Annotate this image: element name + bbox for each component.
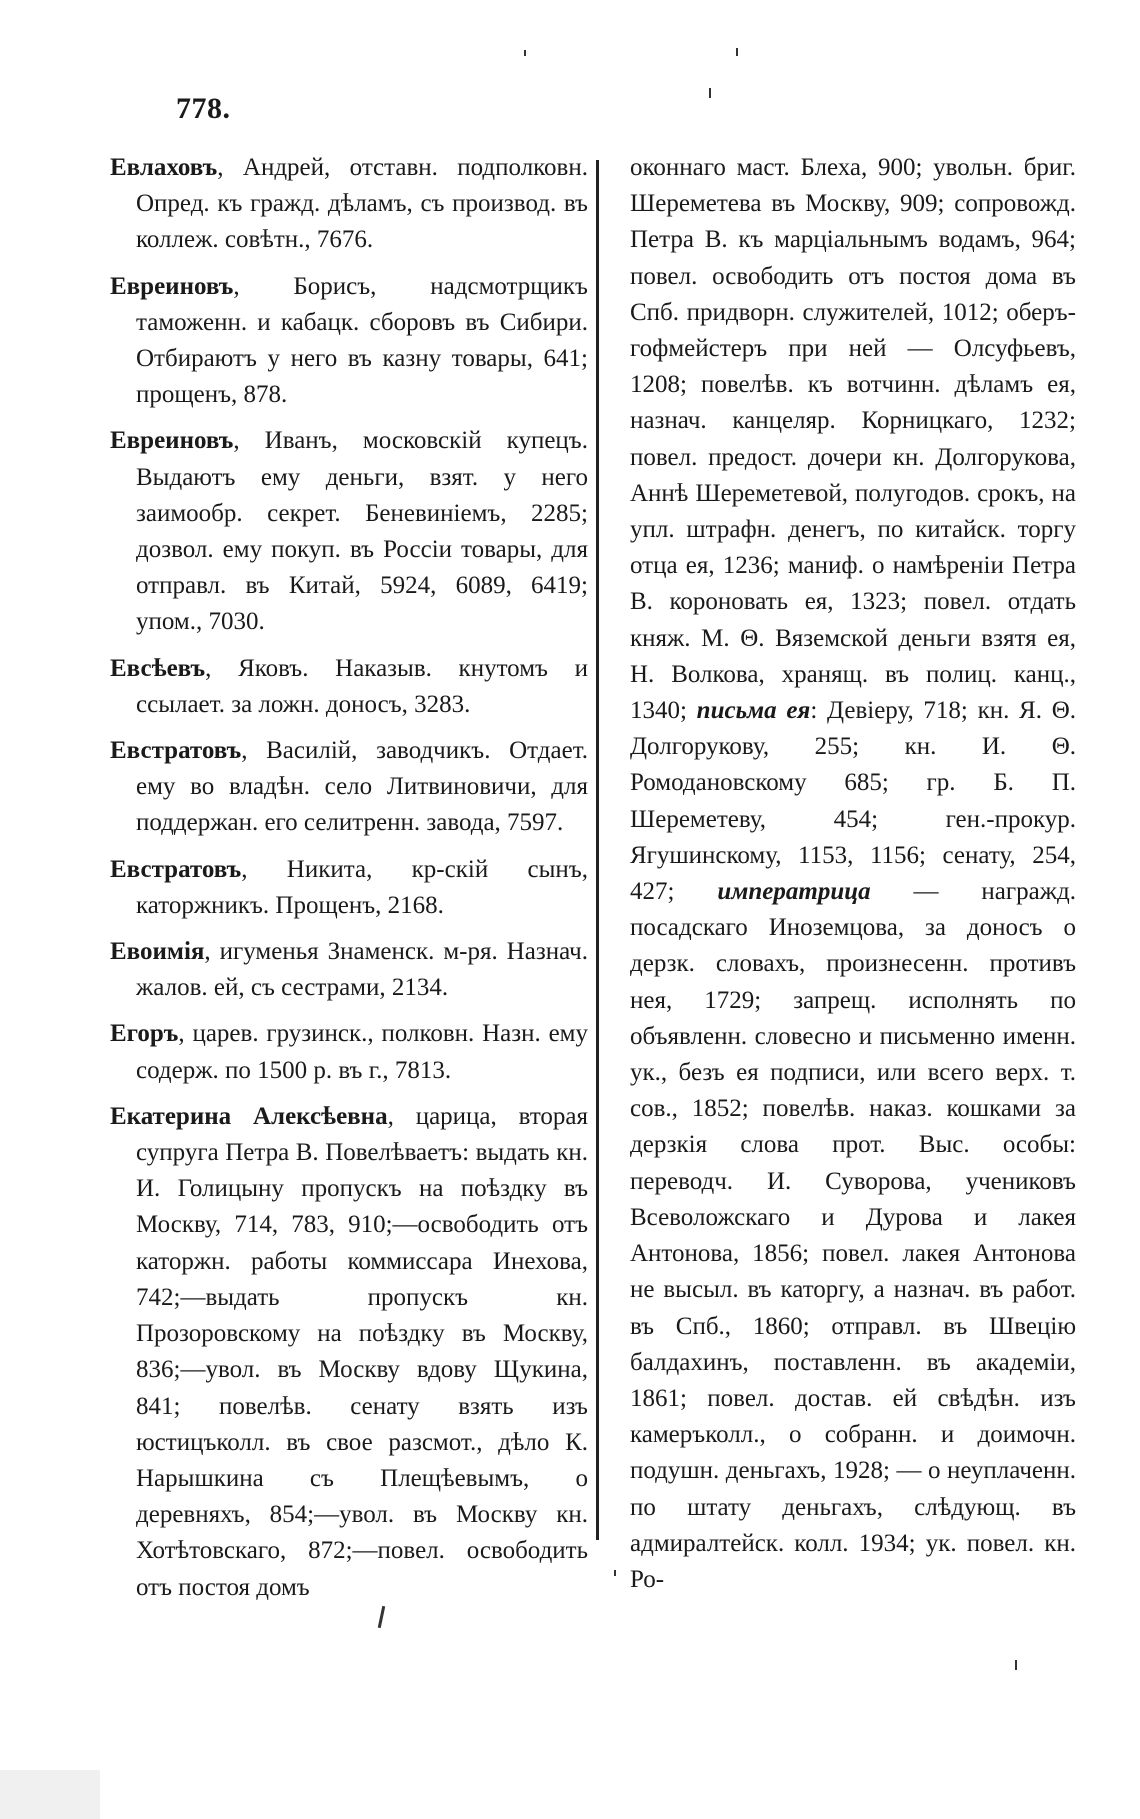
letters-label: письма ея bbox=[696, 697, 811, 725]
scan-edge bbox=[0, 1770, 100, 1819]
entry-text: : Девіеру, 718; кн. Я. Θ. Долгорукову, 255; кн. И. Θ. Ромодановскому 685; гр. Б. П. Шереметеву, 454; ген.-прокур. Ягушинскому, 1153, 1156; сенату, 254, 427; bbox=[630, 697, 1077, 906]
entry-text: , игуменья Знаменск. м-ря. Назнач. жалов. ей, съ сестрами, 2134. bbox=[136, 938, 588, 1002]
left-column bbox=[110, 150, 588, 1616]
right-column bbox=[630, 150, 1076, 1608]
index-entry bbox=[110, 934, 588, 1006]
entry-headword: Евстратовъ bbox=[110, 855, 242, 883]
entry-text: — награжд. посадскаго Иноземцова, за доносъ о дерзк. словахъ, произнесенн. противъ нея, 1729; запрещ. исполнять по объявленн. словесно и письменно именн. ук., безъ ея подписи, или всего верх. т. сов., 1852; повелѣв. наказ. кошками за дерзкія слова прот. Выс. особы: переводч. И. Суворова, учениковъ Всеволожскаго и Дурова и лакея Антонова, 1856; повел. лакея Антонова не высыл. въ каторгу, а назнач. въ работ. въ Спб., 1860; отправл. въ Швецію балдахинъ, поставленн. въ академіи, 1861; повел. достав. ей свѣдѣн. изъ камеръколл., о собранн. и доимочн. подушн. деньгахъ, 1928; — о неуплаченн. по штату деньгахъ, слѣдующ. въ адмиралтейск. колл. 1934; ук. повел. кн. Ро- bbox=[630, 878, 1076, 1593]
entry-headword: Евсѣевъ bbox=[110, 654, 206, 682]
index-entry bbox=[110, 1016, 588, 1088]
index-entry bbox=[110, 733, 588, 842]
entry-text: , Василій, заводчикъ. Отдает. ему во владѣн. село Литвиновичи, для поддержан. его селитренн. завода, 7597. bbox=[136, 737, 588, 837]
entry-headword: Екатерина Алексѣевна bbox=[110, 1102, 388, 1130]
index-entry bbox=[110, 150, 588, 259]
index-entry bbox=[110, 423, 588, 640]
scan-speck bbox=[736, 48, 738, 56]
continued-entry bbox=[630, 150, 1076, 1598]
scan-speck bbox=[524, 50, 526, 56]
entry-headword: Евоимія bbox=[110, 938, 205, 966]
entry-text: , Яковъ. Наказыв. кнутомъ и ссылает. за ложн. доносъ, 3283. bbox=[136, 654, 588, 718]
column-divider bbox=[596, 160, 599, 1540]
entry-text: , Никита, кр-скій сынъ, каторжникъ. Прощенъ, 2168. bbox=[136, 855, 588, 919]
entry-headword: Евлаховъ bbox=[110, 154, 218, 181]
scan-speck bbox=[1015, 1660, 1017, 1670]
entry-text: , царев. грузинск., полковн. Назн. ему содерж. по 1500 р. въ г., 7813. bbox=[136, 1020, 588, 1084]
entry-text: , Андрей, отставн. подполковн. Опред. къ гражд. дѣламъ, съ производ. въ коллеж. совѣтн., 7676. bbox=[136, 154, 588, 254]
entry-text: , Борисъ, надсмотрщикъ таможенн. и кабацк. сборовъ въ Сибири. Отбираютъ у него въ казну товары, 641; прощенъ, 878. bbox=[136, 272, 588, 409]
scan-speck bbox=[614, 1570, 616, 1576]
entry-text: , царица, вторая супруга Петра В. Повелѣваетъ: выдать кн. И. Голицыну пропускъ на поѣздку въ Москву, 714, 783, 910;—освободить отъ каторжн. работы коммиссара Инехова, 742;—выдать пропускъ кн. Прозоровскому на поѣздку въ Москву, 836;—увол. въ Москву вдову Щукина, 841; повелѣв. сенату взять изъ юстицъколл. въ свое разсмот., дѣло К. Нарышкина съ Плещѣевымъ, о деревняхъ, 854;—увол. въ Москву кн. Хотѣтовскаго, 872;—повел. освободить отъ постоя домъ bbox=[136, 1102, 589, 1601]
index-entry bbox=[110, 852, 588, 924]
entry-headword: Евстратовъ bbox=[110, 737, 242, 765]
empress-label: императрица bbox=[717, 878, 871, 906]
entry-text: , Иванъ, московскій купецъ. Выдаютъ ему деньги, взят. у него заимообр. секрет. Беневиніемъ, 2285; дозвол. ему покуп. въ Россіи товары, для отправл. въ Китай, 5924, 6089, 6419; упом., 7030. bbox=[136, 427, 588, 636]
entry-headword: Евреиновъ bbox=[110, 272, 234, 300]
index-entry bbox=[110, 269, 588, 414]
entry-headword: Егоръ bbox=[110, 1020, 179, 1048]
scan-speck bbox=[709, 88, 711, 98]
index-entry bbox=[110, 651, 588, 723]
index-entry bbox=[110, 1099, 588, 1606]
entry-headword: Евреиновъ bbox=[110, 427, 234, 455]
entry-text: оконнаго маст. Блеха, 900; увольн. бриг. Шереметева въ Москву, 909; сопровожд. Петра В. къ марціальнымъ водамъ, 964; повел. освободить отъ постоя дома въ Спб. придворн. служителей, 1012; оберъ-гофмейстеръ при ней — Олсуфьевъ, 1208; повелѣв. къ вотчинн. дѣламъ ея, назнач. канцеляр. Корницкаго, 1232; повел. предост. дочери кн. Долгорукова, Аннѣ Шереметевой, полугодов. срокъ, на упл. штрафн. денегъ, по китайск. торгу отца ея, 1236; маниф. о намѣреніи Петра В. короновать ея, 1323; повел. отдать княж. М. Θ. Вяземской деньги взятя ея, Н. Волкова, хранящ. въ полиц. канц., 1340; bbox=[630, 154, 1076, 725]
page-number: 778. bbox=[176, 92, 231, 125]
